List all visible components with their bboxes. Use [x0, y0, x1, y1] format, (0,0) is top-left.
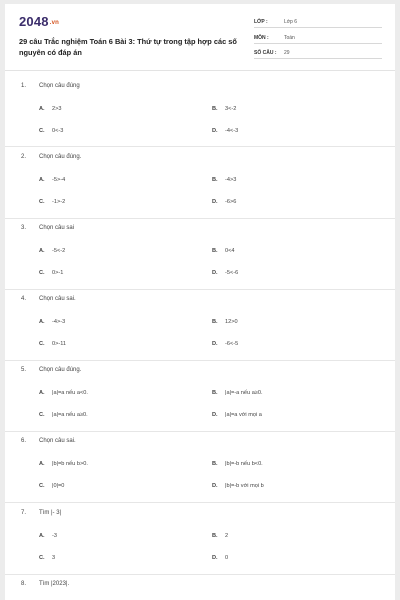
question-6-option-a[interactable]: A. |b|=b nếu b>0.: [39, 461, 88, 467]
question-4-option-c[interactable]: C. 0>-11: [39, 341, 67, 347]
site-logo[interactable]: [19, 14, 59, 29]
question-1-option-c[interactable]: C. 0<-3: [39, 128, 64, 134]
question-6-option-b[interactable]: B. |b|=-b nếu b<0.: [212, 461, 263, 467]
question-4-option-a[interactable]: A. -4>-3: [39, 319, 66, 325]
question-2-option-b[interactable]: B. -4>3: [212, 177, 237, 183]
question-7-option-c[interactable]: C. 3: [39, 555, 56, 561]
question-3-option-d[interactable]: D. -5<-6: [212, 270, 239, 276]
question-2-text: Chọn câu đúng.: [39, 154, 82, 160]
question-3-text: Chọn câu sai: [39, 225, 75, 231]
question-7-option-d[interactable]: D. 0: [212, 555, 229, 561]
question-1-number: 1.: [21, 83, 27, 89]
question-5-number: 5.: [21, 367, 27, 373]
logo-main: 2048: [19, 14, 49, 29]
question-3-option-a[interactable]: A. -5<-2: [39, 248, 66, 254]
question-7-option-a[interactable]: A. -3: [39, 533, 57, 539]
question-6-text: Chọn câu sai.: [39, 438, 76, 444]
meta-count-value: 29: [284, 50, 290, 56]
question-6-number: 6.: [21, 438, 27, 444]
question-4-option-b[interactable]: B. 12>0: [212, 319, 238, 325]
document-title: 29 câu Trắc nghiệm Toán 6 Bài 3: Thứ tự trong tập hợp các số nguyên có đáp án: [19, 37, 237, 57]
meta-class-key: LỚP :: [254, 19, 268, 25]
meta-class-value: Lớp 6: [284, 19, 298, 25]
question-4-text: Chọn câu sai.: [39, 296, 76, 302]
question-divider: [5, 360, 395, 361]
question-divider: [5, 146, 395, 147]
question-3-option-b[interactable]: B. 0<4: [212, 248, 235, 254]
meta-class: [254, 16, 382, 28]
worksheet-header: [5, 4, 395, 71]
question-divider: [5, 218, 395, 219]
question-5-option-d[interactable]: D. |a|=a với mọi a: [212, 412, 262, 418]
question-divider: [5, 574, 395, 575]
question-8-text: Tìm |2023|.: [39, 581, 70, 587]
question-5-option-a[interactable]: A. |a|=a nếu a<0.: [39, 390, 88, 396]
meta-subject: [254, 32, 382, 44]
question-5-option-c[interactable]: C. |a|=a nếu a≥0.: [39, 412, 88, 418]
question-2-number: 2.: [21, 154, 27, 160]
question-4-number: 4.: [21, 296, 27, 302]
question-5-text: Chọn câu đúng.: [39, 367, 82, 373]
question-8-number: 8.: [21, 581, 27, 587]
meta-count: [254, 47, 382, 59]
question-7-text: Tìm |- 3|: [39, 510, 62, 516]
question-6-option-d[interactable]: D. |b|=-b với mọi b: [212, 483, 264, 489]
question-6-option-c[interactable]: C. |0|=0: [39, 483, 65, 489]
meta-subject-key: MÔN :: [254, 35, 269, 41]
question-7-number: 7.: [21, 510, 27, 516]
question-7-option-b[interactable]: B. 2: [212, 533, 229, 539]
question-3-number: 3.: [21, 225, 27, 231]
question-divider: [5, 502, 395, 503]
question-3-option-c[interactable]: C. 0>-1: [39, 270, 64, 276]
question-2-option-c[interactable]: C. -1>-2: [39, 199, 66, 205]
meta-subject-value: Toán: [284, 35, 295, 41]
question-1-option-b[interactable]: B. 3<-2: [212, 106, 237, 112]
question-divider: [5, 431, 395, 432]
question-5-option-b[interactable]: B. |a|=-a nếu a≥0.: [212, 390, 263, 396]
question-1-option-d[interactable]: D. -4<-3: [212, 128, 239, 134]
meta-count-key: SỐ CÂU :: [254, 50, 277, 56]
question-1-option-a[interactable]: A. 2>3: [39, 106, 62, 112]
question-4-option-d[interactable]: D. -6<-5: [212, 341, 239, 347]
worksheet: [5, 4, 395, 600]
question-1-text: Chọn câu đúng: [39, 83, 80, 89]
question-2-option-d[interactable]: D. -6>6: [212, 199, 237, 205]
logo-suffix: .vn: [49, 20, 60, 26]
question-2-option-a[interactable]: A. -5>-4: [39, 177, 66, 183]
question-divider: [5, 289, 395, 290]
